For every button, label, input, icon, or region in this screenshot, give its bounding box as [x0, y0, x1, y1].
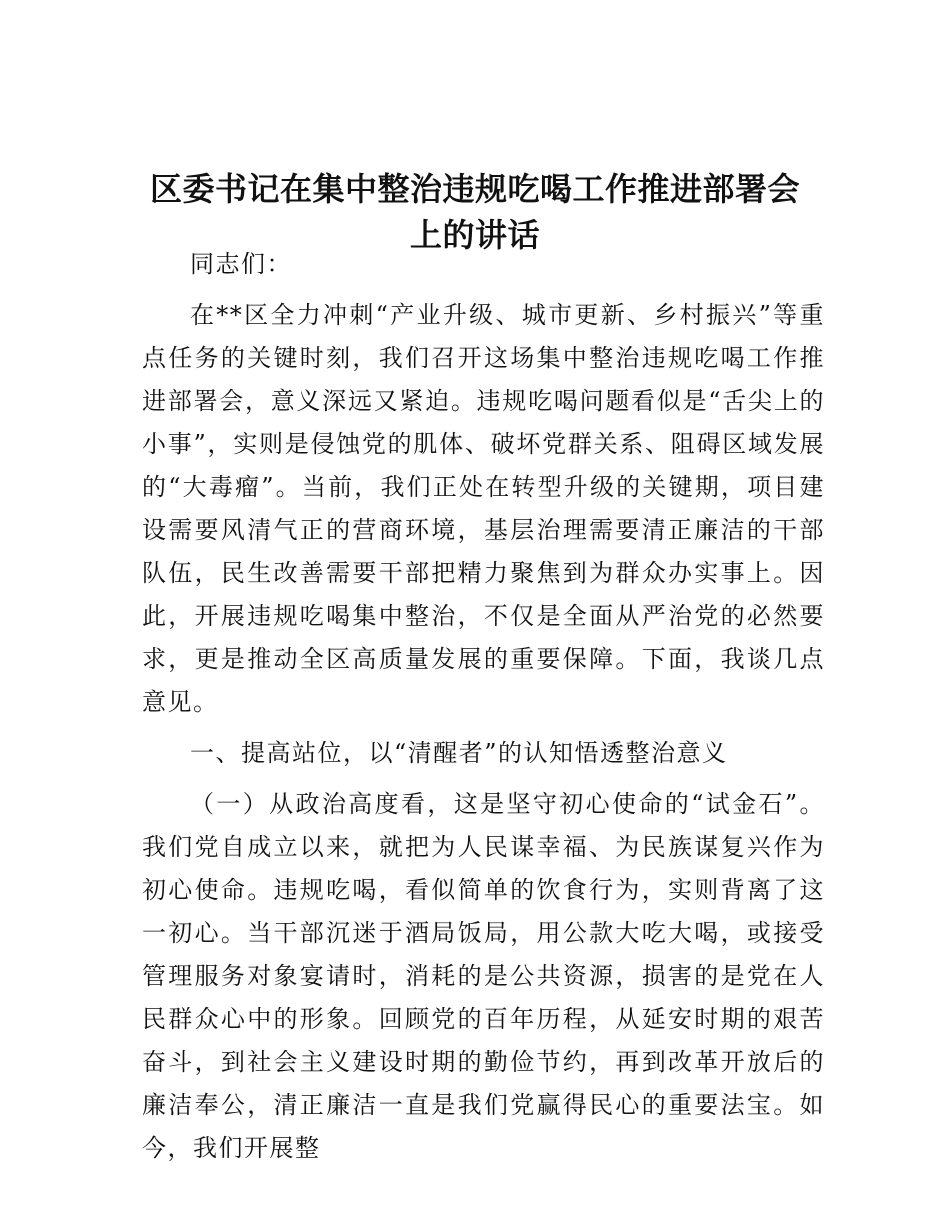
section-heading: 一、提高站位，以“清醒者”的认知悟透整治意义: [190, 739, 728, 767]
document-body: [142, 243, 825, 1170]
document-title: 区委书记在集中整治违规吃喝工作推进部署会上的讲话: [149, 170, 800, 254]
subsection-paragraph: （一）从政治高度看，这是坚守初心使命的“试金石”。我们党自成立以来，就把为人民谋幸福、为民族谋复兴作为初心使命。违规吃喝，看似简单的饮食行为，实则背离了这一初心。当干部沉迷于酒局饭局，用公款大吃大喝，或接受管理服务对象宴请时，消耗的是公共资源，损害的是党在人民群众心中的形象。回顾党的百年历程，从延安时期的艰苦奋斗，到社会主义建设时期的勤俭节约，再到改革开放后的廉洁奉公，清正廉洁一直是我们党赢得民心的重要法宝。如今，我们开展整: [142, 790, 825, 1162]
intro-paragraph: 在**区全力冲刺“产业升级、城市更新、乡村振兴”等重点任务的关键时刻，我们召开这场集中整治违规吃喝工作推进部署会，意义深远又紧迫。违规吃喝问题看似是“舌尖上的小事”，实则是侵蚀党的肌体、破坏党群关系、阻碍区域发展的“大毒瘤”。当前，我们正处在转型升级的关键期，项目建设需要风清气正的营商环境，基层治理需要清正廉洁的干部队伍，民生改善需要干部把精力聚焦到为群众办实事上。因此，开展违规吃喝集中整治，不仅是全面从严治党的必然要求，更是推动全区高质量发展的重要保障。下面，我谈几点意见。: [142, 301, 825, 716]
salutation: 同志们：: [190, 250, 292, 278]
